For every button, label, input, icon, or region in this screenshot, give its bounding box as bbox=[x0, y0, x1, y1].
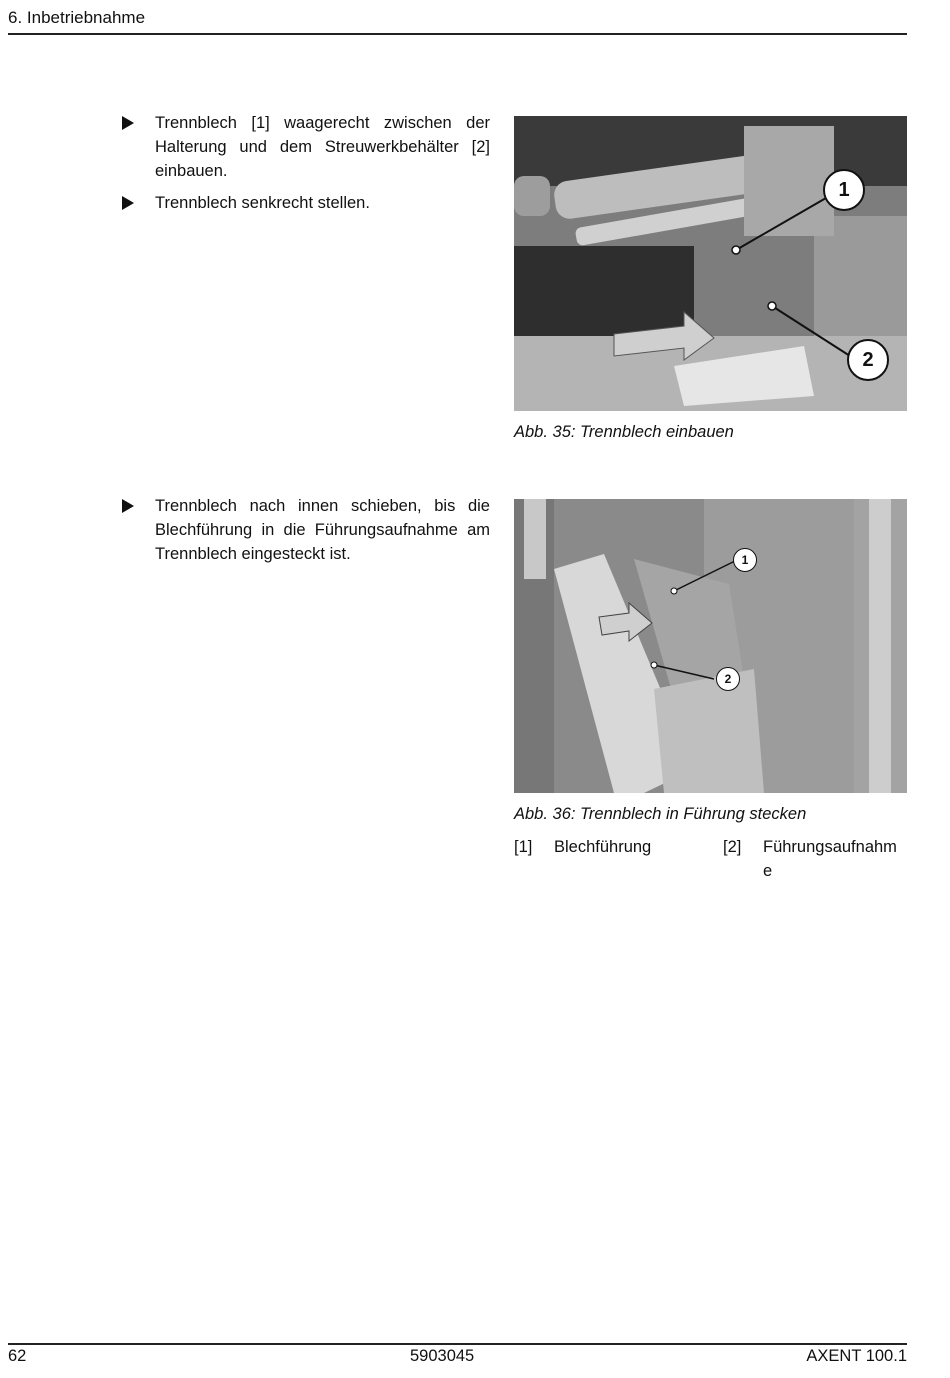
legend-number: [2] bbox=[723, 838, 742, 856]
callout-label: 2 bbox=[862, 348, 874, 371]
instruction-step bbox=[122, 494, 490, 566]
callout-2 bbox=[716, 667, 740, 691]
figure-35-photo bbox=[514, 116, 907, 411]
callout-2 bbox=[847, 339, 889, 381]
callout-1 bbox=[823, 169, 865, 211]
instruction-text: Trennblech senkrecht stellen. bbox=[155, 194, 370, 212]
page-header-title: 6. Inbetriebnahme bbox=[8, 8, 146, 27]
instruction-text: Trennblech [1] waagerecht zwischen der Halterung und dem Streuwerkbehälter [2] einbauen. bbox=[155, 114, 490, 180]
bullet-arrow-icon bbox=[122, 116, 134, 130]
instruction-step bbox=[122, 191, 490, 215]
figure-36-illustration bbox=[514, 499, 907, 793]
callout-label: 1 bbox=[838, 178, 850, 201]
bullet-arrow-icon bbox=[122, 196, 134, 210]
callout-label: 2 bbox=[724, 672, 732, 686]
instruction-step bbox=[122, 111, 490, 183]
header-rule bbox=[8, 33, 907, 35]
callout-label: 1 bbox=[741, 553, 749, 567]
footer-doc-number: 5903045 bbox=[410, 1347, 475, 1365]
bullet-arrow-icon bbox=[122, 499, 134, 513]
figure-36-photo bbox=[514, 499, 907, 793]
instruction-text: Trennblech nach innen schieben, bis die Blechführung in die Führungsaufnahme am Trennblech eingesteckt ist. bbox=[155, 497, 490, 563]
legend-number: [1] bbox=[514, 838, 533, 856]
instruction-list-2 bbox=[122, 494, 490, 574]
callout-1 bbox=[733, 548, 757, 572]
footer-model: AXENT 100.1 bbox=[806, 1347, 907, 1365]
legend-label: Führungsaufnahm e bbox=[763, 838, 897, 880]
figure-36-caption: Abb. 36: Trennblech in Führung stecken bbox=[514, 805, 807, 823]
legend-label: Blechführung bbox=[554, 838, 652, 856]
figure-35-caption: Abb. 35: Trennblech einbauen bbox=[514, 423, 734, 441]
footer-page-number: 62 bbox=[8, 1347, 27, 1365]
instruction-list-1 bbox=[122, 111, 490, 223]
footer-rule bbox=[8, 1343, 907, 1345]
